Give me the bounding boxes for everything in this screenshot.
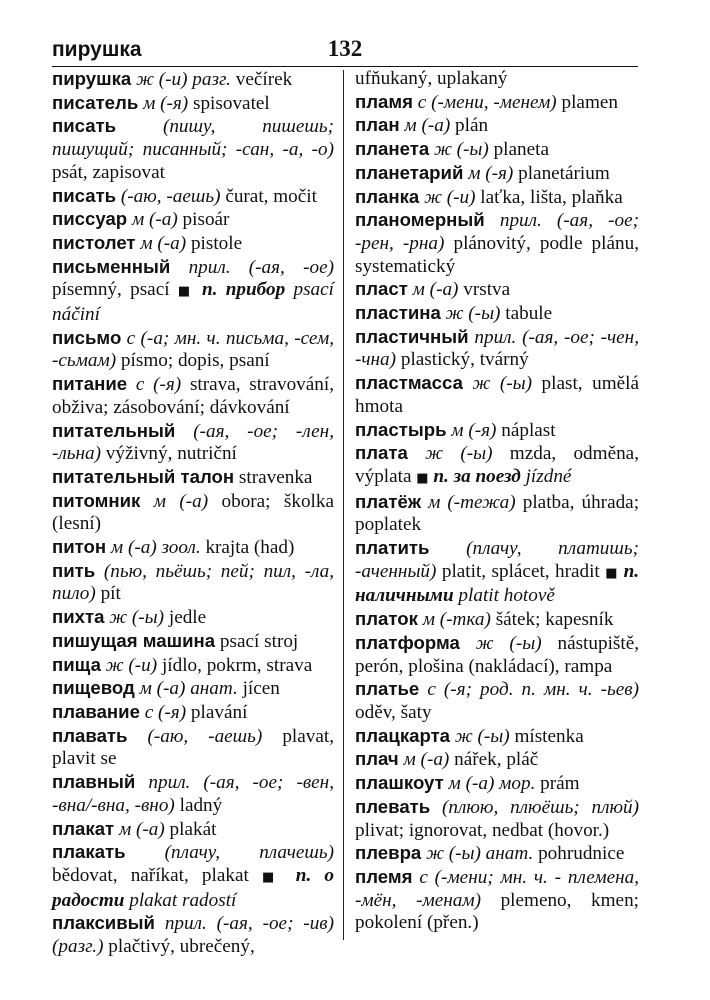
- left-column: [52, 68, 334, 959]
- entry: питательный талон stravenka: [52, 465, 313, 488]
- entry: платье с (-я; род. п. мн. ч. -ьев) oděv, šaty: [355, 678, 639, 723]
- entry: питон м (-а) зоол. krajta (had): [52, 536, 295, 559]
- entry: письменный прил. (-ая, -ое) písemný, psací ■ п. прибор psací náčiní: [52, 255, 335, 326]
- entry: плакат м (-а) plakát: [52, 817, 217, 840]
- entry: плакать (плачу, плачешь) bědovat, naříkat, plakat ■ п. о радости plakat radostí: [52, 841, 335, 911]
- column-divider: [343, 70, 344, 940]
- entry: пить (пью, пьёшь; пей; пил, -ла, пило) pít: [52, 559, 334, 605]
- entry: пирушка ж (-и) разг. večírek: [52, 68, 293, 90]
- entry: плата ж (-ы) mzda, odměna, výplata ■ п. за поезд jízdné: [355, 442, 639, 487]
- entry: пистолет м (-а) pistole: [52, 231, 243, 254]
- page-number: 132: [327, 36, 363, 61]
- entry: пишущая машина psací stroj: [52, 629, 299, 652]
- entry: письмо с (-а; мн. ч. письма, -сем, -сьмам) písmo; dopis, psaní: [52, 326, 334, 372]
- header-rule: [52, 66, 638, 67]
- entry: планета ж (-ы) planeta: [355, 138, 549, 161]
- entry: племя с (-мени; мн. ч. - племена, -мён, -менам) plemeno, kmen; pokolení (přen.): [355, 865, 640, 934]
- right-column: [355, 68, 639, 935]
- entry: плашкоут м (-а) мор. prám: [355, 772, 580, 795]
- entry: пихта ж (-ы) jedle: [52, 606, 207, 629]
- entry: пища ж (-и) jídlo, pokrm, strava: [52, 653, 313, 676]
- entry: плач м (-а) nářek, pláč: [355, 748, 539, 771]
- entry: платок м (-тка) šátek; kapesník: [355, 608, 614, 631]
- entry: писать (-аю, -аешь) čurat, močit: [52, 184, 317, 207]
- entry: пластырь м (-я) náplast: [355, 418, 556, 441]
- entry: плавать (-аю, -аешь) plavat, plavit se: [52, 724, 334, 770]
- running-head: пирушка: [52, 38, 142, 61]
- page-header: [52, 36, 638, 66]
- entry: писатель м (-я) spisovatel: [52, 91, 270, 114]
- entry: пластмасса ж (-ы) plast, umělá hmota: [355, 372, 639, 417]
- entry: плевать (плюю, плюёшь; плюй) plivat; ignorovat, nedbat (hovor.): [355, 795, 640, 841]
- entry: платформа ж (-ы) nástupiště, perón, plošina (nakládací), rampa: [355, 631, 640, 677]
- entry: планомерный прил. (-ая, -ое; -рен, -рна) plánovitý, podle plánu, systematický: [355, 209, 639, 277]
- entry: пластина ж (-ы) tabule: [355, 302, 553, 325]
- entry: пищевод м (-а) анат. jícen: [52, 677, 280, 700]
- entry: пламя с (-мени, -менем) plamen: [355, 90, 618, 113]
- entry: писсуар м (-а) pisoár: [52, 208, 230, 231]
- entry: плаксивый прил. (-ая, -ое; -ив) (разг.) plačtivý, ubrečený,: [52, 912, 335, 958]
- phrase-marker-icon: ■: [177, 284, 194, 300]
- entry: плавный прил. (-ая, -ое; -вен, -вна/-вна, -вно) ladný: [52, 771, 334, 816]
- entry: питомник м (-а) obora; školka (lesní): [52, 489, 334, 535]
- entry: писать (пишу, пишешь; пишущий; писанный; -сан, -а, -о) psát, zapisovat: [52, 115, 335, 183]
- phrase-marker-icon: ■: [605, 565, 619, 581]
- entry-continuation: ufňukaný, uplakaný: [355, 68, 508, 89]
- entry: питательный (-ая, -ое; -лен, -льна) výživný, nutriční: [52, 419, 335, 465]
- entry: планетарий м (-я) planetárium: [355, 161, 610, 184]
- entry: пласт м (-а) vrstva: [355, 278, 511, 301]
- entry: платить (плачу, платишь; -аченный) platit, splácet, hradit ■ п. наличными platit hotově: [355, 537, 640, 607]
- entry: питание с (-я) strava, stravování, obživa; zásobování; dávkování: [52, 373, 335, 418]
- phrase-marker-icon: ■: [416, 470, 429, 486]
- entry: плевра ж (-ы) анат. pohrudnice: [355, 842, 625, 865]
- entry: план м (-а) plán: [355, 114, 489, 137]
- entry: платёж м (-тежа) platba, úhrada; poplatek: [355, 490, 640, 536]
- phrase-marker-icon: ■: [261, 869, 283, 885]
- entry: плавание с (-я) plavání: [52, 700, 248, 723]
- entry: планка ж (-и) laťka, lišta, plaňka: [355, 185, 623, 208]
- entry: плацкарта ж (-ы) místenka: [355, 724, 584, 747]
- entry: пластичный прил. (-ая, -ое; -чен, -чна) plastický, tvárný: [355, 325, 639, 371]
